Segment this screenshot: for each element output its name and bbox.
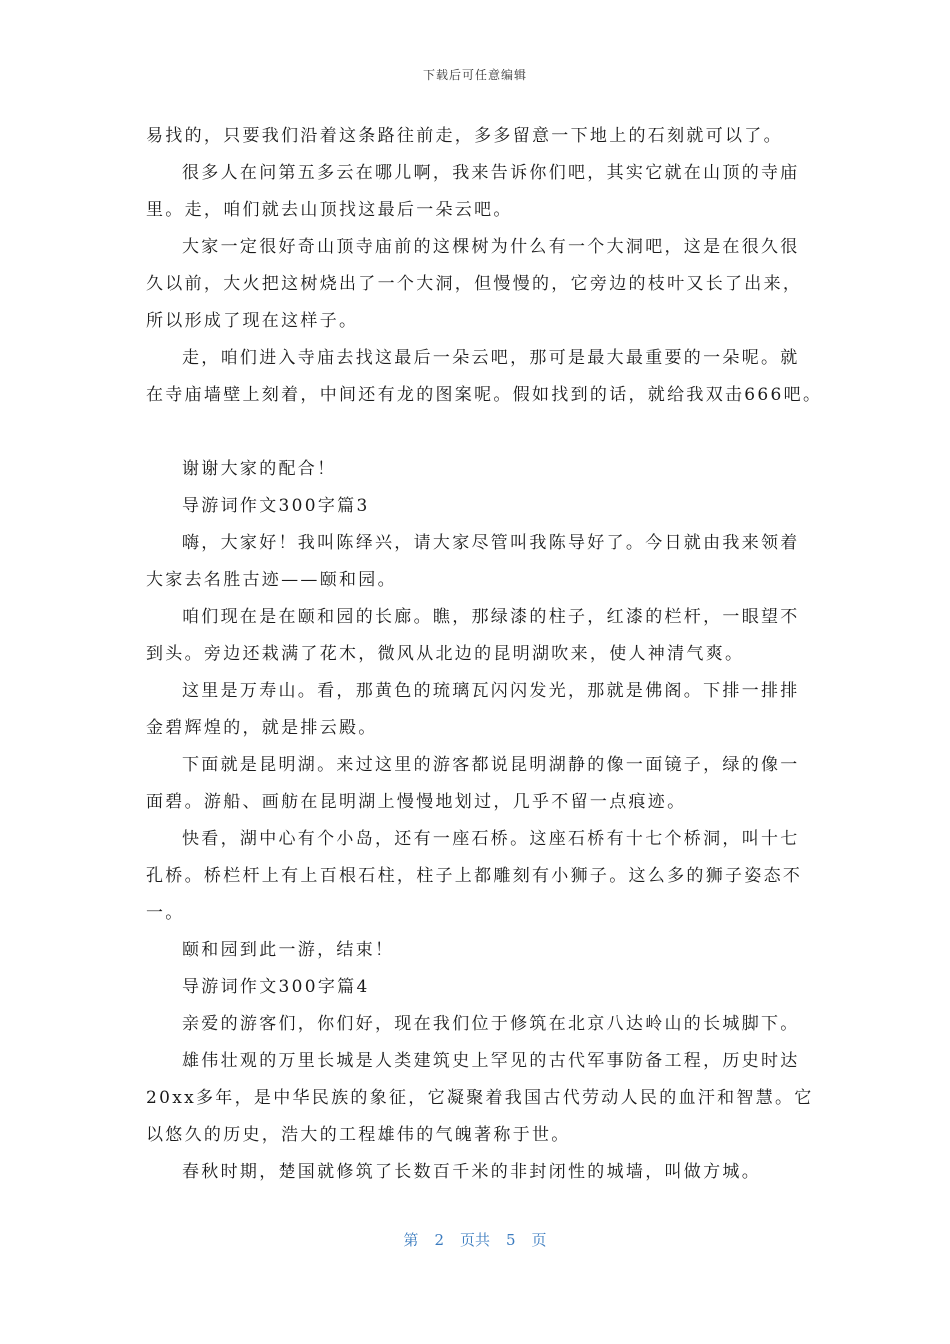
- section-heading: 导游词作文300字篇3: [182, 496, 370, 516]
- footer-prefix: 第: [403, 1231, 419, 1249]
- footer-suffix: 页: [531, 1231, 547, 1249]
- text-line: 咱们现在是在颐和园的长廊。瞧，那绿漆的柱子，红漆的栏杆，一眼望不: [182, 607, 800, 627]
- text-line: 颐和园到此一游，结束！: [182, 940, 395, 960]
- text-line: 易找的，只要我们沿着这条路往前走，多多留意一下地上的石刻就可以了。: [146, 126, 783, 146]
- text-line: 到头。旁边还栽满了花木，微风从北边的昆明湖吹来，使人神清气爽。: [146, 644, 745, 664]
- footer-middle: 页共: [459, 1231, 490, 1249]
- text-line: 雄伟壮观的万里长城是人类建筑史上罕见的古代军事防备工程，历史时达: [182, 1051, 800, 1071]
- current-page-number: 2: [434, 1231, 444, 1249]
- text-line: 快看，湖中心有个小岛，还有一座石桥。这座石桥有十七个桥洞，叫十七: [182, 829, 800, 849]
- text-line: 亲爱的游客们，你们好，现在我们位于修筑在北京八达岭山的长城脚下。: [182, 1014, 800, 1034]
- text-line: 嗨，大家好！我叫陈绎兴，请大家尽管叫我陈导好了。今日就由我来领着: [182, 533, 800, 553]
- page-footer: [0, 1229, 950, 1250]
- text-line: 里。走，咱们就去山顶找这最后一朵云吧。: [146, 200, 513, 220]
- document-body: [146, 118, 823, 1191]
- text-line: 面碧。游船、画舫在昆明湖上慢慢地划过，几乎不留一点痕迹。: [146, 792, 687, 812]
- text-line: 以悠久的历史，浩大的工程雄伟的气魄著称于世。: [146, 1125, 571, 1145]
- text-line: 这里是万寿山。看，那黄色的琉璃瓦闪闪发光，那就是佛阁。下排一排排: [182, 681, 800, 701]
- text-line: 金碧辉煌的，就是排云殿。: [146, 718, 378, 738]
- text-line: 久以前，大火把这树烧出了一个大洞，但慢慢的，它旁边的枝叶又长了出来，: [146, 274, 803, 294]
- text-line: 下面就是昆明湖。来过这里的游客都说昆明湖静的像一面镜子，绿的像一: [182, 755, 800, 775]
- text-line: 所以形成了现在这样子。: [146, 311, 359, 331]
- text-line: 大家去名胜古迹——颐和园。: [146, 570, 397, 590]
- text-line: 一。: [146, 903, 185, 923]
- blank-line: [146, 414, 808, 451]
- text-line: 大家一定很好奇山顶寺庙前的这棵树为什么有一个大洞吧，这是在很久很: [182, 237, 800, 257]
- text-line: 20xx多年，是中华民族的象征，它凝聚着我国古代劳动人民的血汗和智慧。它: [146, 1088, 814, 1108]
- total-page-count: 5: [506, 1231, 516, 1249]
- text-line: 很多人在问第五多云在哪儿啊，我来告诉你们吧，其实它就在山顶的寺庙: [182, 163, 800, 183]
- page-header: 下载后可任意编辑: [422, 68, 527, 82]
- section-heading: 导游词作文300字篇4: [182, 977, 370, 997]
- text-line: 在寺庙墙壁上刻着，中间还有龙的图案呢。假如找到的话，就给我双击666吧。: [146, 385, 823, 405]
- text-line: 走，咱们进入寺庙去找这最后一朵云吧，那可是最大最重要的一朵呢。就: [182, 348, 800, 368]
- text-line: 春秋时期，楚国就修筑了长数百千米的非封闭性的城墙，叫做方城。: [182, 1162, 761, 1182]
- text-line: 谢谢大家的配合！: [182, 459, 337, 479]
- text-line: 孔桥。桥栏杆上有上百根石柱，柱子上都雕刻有小狮子。这么多的狮子姿态不: [146, 866, 803, 886]
